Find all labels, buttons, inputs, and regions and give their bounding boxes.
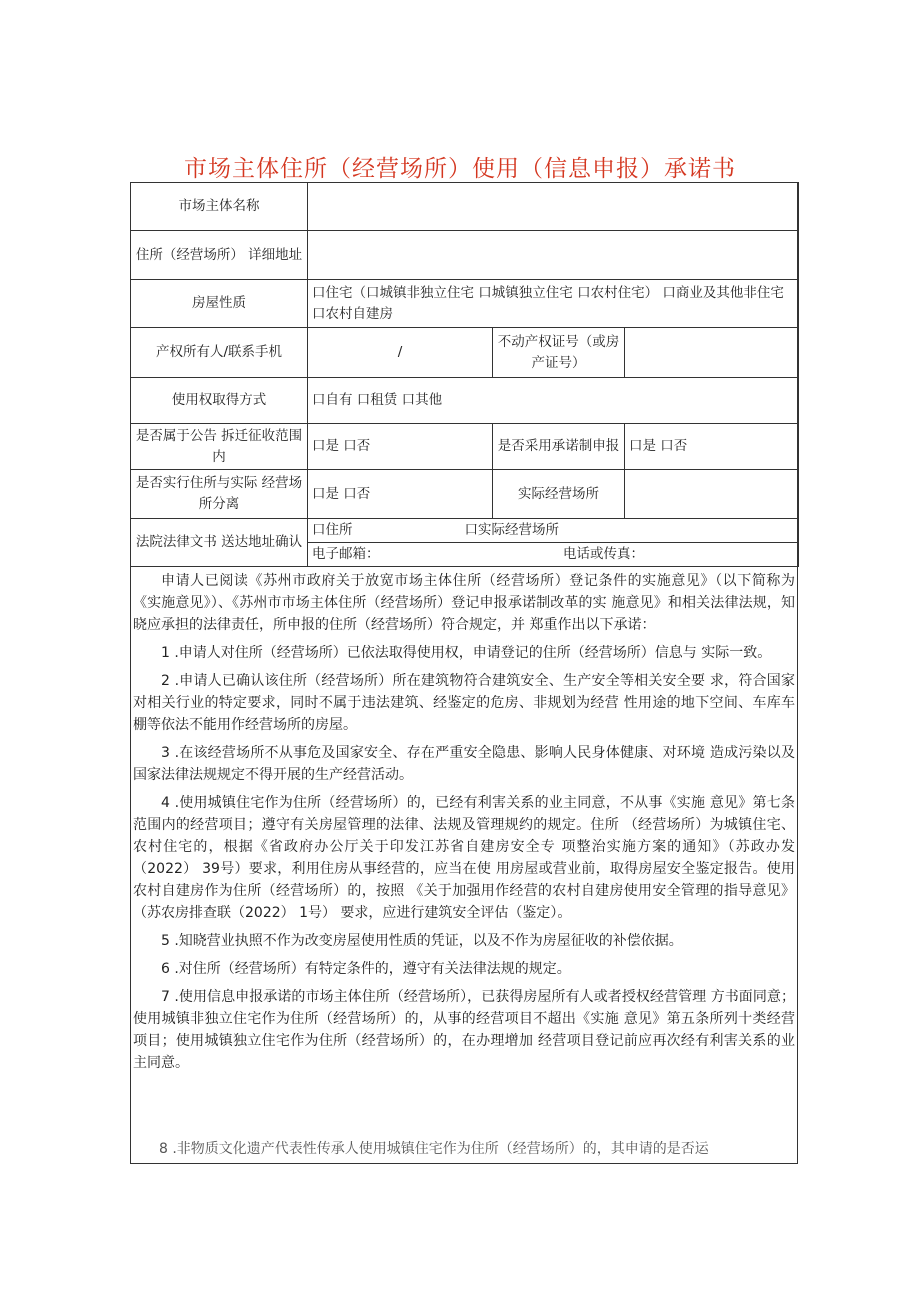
contact-row	[308, 543, 799, 567]
page-title: 市场主体住所（经营场所）使用（信息申报）承诺书	[184, 156, 736, 182]
separate-options[interactable]: 口是 口否	[308, 470, 493, 519]
item-8-partial: 8 .非物质文化遗产代表性传承人使用城镇住宅作为住所（经营场所）的，其申请的是否运	[159, 1141, 709, 1157]
actual-field[interactable]	[625, 470, 799, 519]
cert-label: 不动产权证号（或房产证号）	[493, 328, 625, 378]
house-type-options[interactable]: 口住宅（口城镇非独立住宅 口城镇独立住宅 口农村住宅） 口商业及其他非住宅 口农村自建房	[308, 280, 799, 328]
service-opt-actual[interactable]: 口实际经营场所	[464, 522, 559, 538]
entity-name-field[interactable]	[308, 183, 799, 231]
intro-paragraph: 申请人已阅读《苏州市政府关于放宽市场主体住所（经营场所）登记条件的实施意见》（以下简称为《实施意见》）、《苏州市市场主体住所（经营场所）登记申报承诺制改革的实 施意见》和相关法律法规，知晓应承担的法律责任，所申报的住所（经营场所）符合规定，并 郑重作出以下承诺：	[133, 573, 795, 633]
item-6: 6 .对住所（经营场所）有特定条件的，遵守有关法律法规的规定。	[161, 961, 571, 977]
actual-label: 实际经营场所	[493, 470, 625, 519]
separate-label: 是否实行住所与实际 经营场所分离	[131, 470, 308, 519]
item-3: 3 .在该经营场所不从事危及国家安全、存在严重安全隐患、影响人民身体健康、对环境 造成污染以及国家法律法规规定不得开展的生产经营活动。	[133, 745, 795, 783]
item-1: 1 .申请人对住所（经营场所）已依法取得使用权，申请登记的住所（经营场所）信息与 实际一致。	[161, 645, 772, 661]
house-type-label: 房屋性质	[131, 280, 308, 328]
right-label: 使用权取得方式	[131, 378, 308, 424]
commitment-body	[131, 570, 797, 1080]
address-field[interactable]	[308, 231, 799, 280]
commit-label: 是否采用承诺制申报	[493, 424, 625, 470]
service-options	[308, 519, 799, 543]
entity-name-label: 市场主体名称	[131, 183, 308, 231]
demolition-options[interactable]: 口是 口否	[308, 424, 493, 470]
address-label: 住所（经营场所） 详细地址	[131, 231, 308, 280]
cert-field[interactable]	[625, 328, 799, 378]
cut-off-line	[131, 1141, 797, 1162]
item-4: 4 .使用城镇住宅作为住所（经营场所）的，已经有利害关系的业主同意，不从事《实施 意见》第七条范围内的经营项目；遵守有关房屋管理的法律、法规及管理规约的规定。住所 （经营场所）为城镇住宅、农村住宅的，根据《省政府办公厅关于印发江苏省自建房安全专 项整治实施方案的通知》（苏政办发（2022） 39号）要求，利用住房从事经营的，应当在使 用房屋或营业前，取得房屋安全鉴定报告。使用农村自建房作为住所（经营场所）的，按照 《关于加强用作经营的农村自建房使用安全管理的指导意见》（苏农房排查联（2022） 1号） 要求，应进行建筑安全评估（鉴定）。	[133, 795, 795, 921]
owner-label: 产权所有人/联系手机	[131, 328, 308, 378]
demolition-label: 是否属于公告 拆迁征收范围内	[131, 424, 308, 470]
owner-field[interactable]: /	[308, 328, 493, 378]
item-2: 2 .申请人已确认该住所（经营场所）所在建筑物符合建筑安全、生产安全等相关安全要 求，符合国家对相关行业的特定要求，同时不属于违法建筑、经鉴定的危房、非规划为经营 性用途的地下空间、车库车棚等依法不能用作经营场所的房屋。	[133, 673, 795, 733]
right-options[interactable]: 口自有 口租赁 口其他	[308, 378, 799, 424]
service-label: 法院法律文书 送达地址确认	[131, 519, 308, 567]
service-opt-residence[interactable]: 口住所	[312, 522, 353, 538]
phone-label[interactable]: 电话或传真：	[563, 546, 644, 562]
item-7: 7 .使用信息申报承诺的市场主体住所（经营场所），已获得房屋所有人或者授权经营管理 方书面同意；使用城镇非独立住宅作为住所（经营场所）的，从事的经营项目不超出《实施 意见》第五条所列十类经营项目；使用城镇独立住宅作为住所（经营场所）的，在办理增加 经营项目登记前应再次经有利害关系的业主同意。	[133, 989, 795, 1071]
commit-options[interactable]: 口是 口否	[625, 424, 799, 470]
email-label[interactable]: 电子邮箱：	[312, 546, 380, 562]
info-table	[130, 182, 799, 567]
item-5: 5 .知晓营业执照不作为改变房屋使用性质的凭证，以及不作为房屋征收的补偿依据。	[161, 933, 683, 949]
